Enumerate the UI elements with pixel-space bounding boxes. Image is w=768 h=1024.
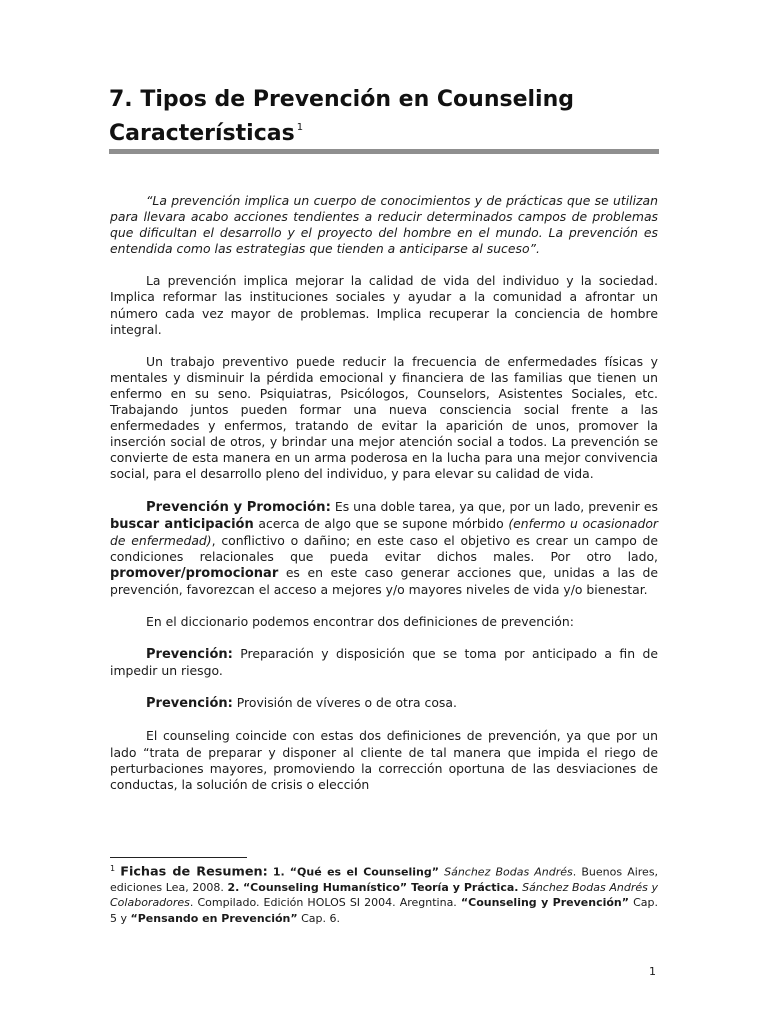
definition-1-text: Preparación y disposición que se toma por anticipado a fin de impedir un riesgo. <box>110 646 658 679</box>
paragraph-counseling: El counseling coincide con estas dos definiciones de prevención, ya que por un lado “trata de preparar y disponer al cliente de tal manera que impida el riego de perturbaciones mayores, promoviendo la corrección oportuna de las desviaciones de conductas, la solución de crisis o elección <box>110 728 658 792</box>
paragraph-diccionario: En el diccionario podemos encontrar dos definiciones de prevención: <box>146 614 574 630</box>
promocion-text-1: Es una doble tarea, ya que, por un lado, prevenir es <box>330 498 658 514</box>
title-line-2-text: Características <box>109 121 295 146</box>
promocion-lead: Prevención y Promoción: <box>146 499 331 515</box>
footnote-work-1: “Qué es el Counseling” <box>289 865 439 879</box>
definition-1 <box>110 646 658 679</box>
page-title <box>109 86 669 148</box>
definition-1-term: Prevención: <box>146 647 233 663</box>
promocion-text-2: acerca de algo que se supone mórbido <box>253 515 509 531</box>
promocion-text-4: es en este caso generar acciones que, unidas a las de prevención, favorezcan el acceso a mejores y/o mayores niveles de vida y/o bienestar. <box>110 564 658 597</box>
footnote-author-1: Sánchez Bodas Andrés <box>444 865 573 879</box>
promocion-bold-2: promover/promocionar <box>110 565 279 581</box>
title-line-1: 7. Tipos de Prevención en Counseling <box>109 87 574 112</box>
paragraph-promocion <box>110 499 658 599</box>
footnote-author-2: Sánchez Bodas Andrés y Colaboradores <box>110 881 658 910</box>
footnote-pub-1: . Buenos Aires, ediciones Lea, 2008. <box>110 865 659 895</box>
footnote-work-4: “Pensando en Prevención” <box>130 911 298 925</box>
quote-paragraph: “La prevención implica un cuerpo de conocimientos y de prácticas que se utilizan para llevara acabo acciones tendientes a reducir determinados campos de problemas que dificultan el desarrollo y el proyecto del hombre en el mundo. La prevención es entendida como las estrategias que tienden a anticiparse al suceso”. <box>110 193 658 257</box>
footnote-reference: 1 <box>296 122 304 133</box>
promocion-italic-1: (enfermo u ocasionador de enfermedad) <box>110 515 658 548</box>
footnote-number: 1 <box>110 864 116 873</box>
paragraph-trabajo: Un trabajo preventivo puede reducir la frecuencia de enfermedades físicas y mentales y disminuir la pérdida emocional y financiera de las familias que tienen un enfermo en su seno. Psiquiatras, Psicólogos, Counselors, Asistentes Sociales, etc. Trabajando juntos pueden formar una nueva consciencia social frente a las enfermedades y enfermos, tratando de evitar la aparición de unos, promover la inserción social de otros, y brindar una mejor atención social a todos. La prevención se convierte de esta manera en un arma poderosa en la lucha para una mejor convivencia social, para el desarrollo pleno del individuo, y para elevar su calidad de vida. <box>110 353 658 482</box>
promocion-bold-1: buscar anticipación <box>110 516 254 532</box>
definition-2-term: Prevención: <box>146 696 233 712</box>
title-divider <box>109 149 659 154</box>
footnote-work-3: “Counseling y Prevención” <box>460 896 629 910</box>
footnote-label: Fichas de Resumen: <box>120 864 268 880</box>
definition-2 <box>110 695 658 712</box>
promocion-text-3: , conflictivo o dañino; en este caso el objetivo es crear un campo de condiciones relacionales que pueda evitar dichos males. Por otro lado, <box>110 532 658 564</box>
footnote-pub-3: Cap. 5 y <box>110 896 658 925</box>
footnote-work-2: “Counseling Humanístico” Teoría y Práctica. <box>242 881 519 895</box>
footnote <box>110 861 658 926</box>
footnote-divider <box>110 857 247 858</box>
document-body <box>110 193 658 809</box>
page-number: 1 <box>649 965 656 978</box>
paragraph-calidad: La prevención implica mejorar la calidad de vida del individuo y la sociedad. Implica reformar las instituciones sociales y ayudar a la comunidad a afrontar un número cada vez mayor de problemas. Implica recuperar la conciencia de hombre integral. <box>110 273 658 337</box>
footnote-item-2-number: 2. <box>227 881 240 895</box>
definition-2-text: Provisión de víveres o de otra cosa. <box>232 695 457 711</box>
footnote-pub-4: Cap. 6. <box>297 911 340 925</box>
footnote-pub-2: . Compilado. Edición HOLOS SI 2004. Aregntina. <box>189 896 457 910</box>
footnote-item-1-number: 1. <box>272 865 285 879</box>
title-line-2 <box>109 114 669 148</box>
